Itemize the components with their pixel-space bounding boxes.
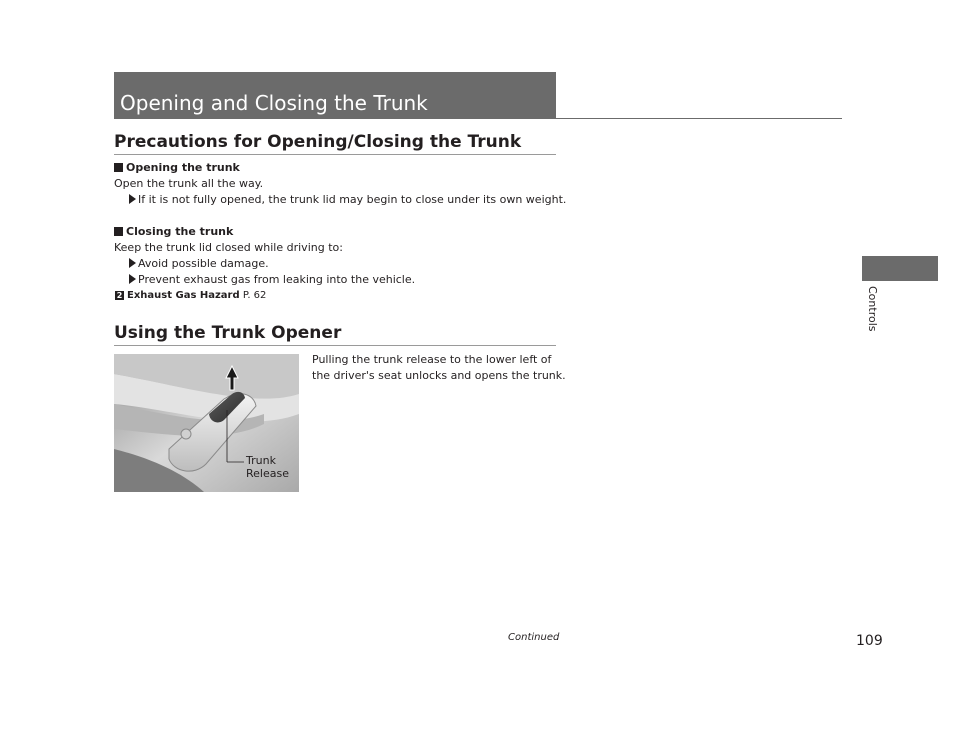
trunk-opener-heading: Using the Trunk Opener <box>114 323 342 343</box>
square-bullet-icon <box>114 227 123 236</box>
square-bullet-icon <box>114 163 123 172</box>
opening-bullet: If it is not fully opened, the trunk lid may begin to close under its own weight. <box>129 192 566 207</box>
trunk-opener-text-line-2: the driver's seat unlocks and opens the trunk. <box>312 369 566 382</box>
trunk-opener-text-line-1: Pulling the trunk release to the lower left of <box>312 353 552 366</box>
arrow-bullet-icon <box>129 258 136 268</box>
title-rule <box>556 118 842 119</box>
page-number: 109 <box>856 633 883 649</box>
closing-bullet-1: Avoid possible damage. <box>129 256 269 271</box>
arrow-bullet-icon <box>129 274 136 284</box>
precautions-heading-rule <box>114 154 556 155</box>
closing-subheading: Closing the trunk <box>114 224 233 239</box>
opening-subheading: Opening the trunk <box>114 160 240 175</box>
closing-text: Keep the trunk lid closed while driving to: <box>114 241 343 254</box>
arrow-bullet-icon <box>129 194 136 204</box>
exhaust-gas-hazard-link[interactable]: 2 Exhaust Gas Hazard P. 62 <box>116 290 267 301</box>
closing-bullet-2: Prevent exhaust gas from leaking into the vehicle. <box>129 272 415 287</box>
continued-label: Continued <box>508 632 560 643</box>
trunk-release-illustration <box>114 354 299 492</box>
precautions-heading: Precautions for Opening/Closing the Trunk <box>114 132 522 152</box>
section-tab-label: Controls <box>866 286 879 332</box>
trunk-release-callout-line-1: Trunk <box>246 454 276 467</box>
page-title: Opening and Closing the Trunk <box>120 91 428 115</box>
opening-text: Open the trunk all the way. <box>114 177 264 190</box>
page-reference-icon: 2 <box>116 291 123 300</box>
trunk-release-callout-line-2: Release <box>246 467 289 480</box>
section-tab[interactable] <box>862 256 938 281</box>
trunk-opener-heading-rule <box>114 345 556 346</box>
